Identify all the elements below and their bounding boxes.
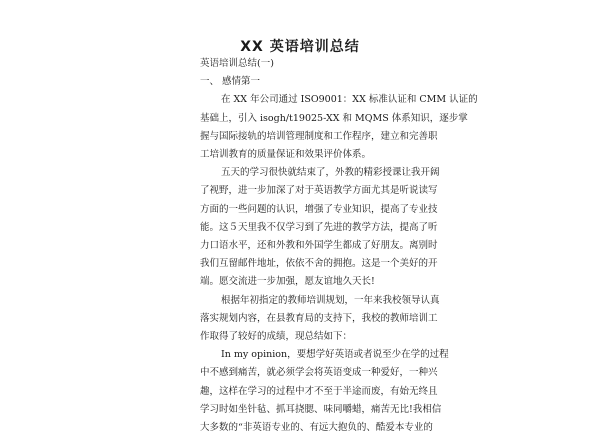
paragraph-line: 力口语水平，还和外教和外国学生都成了好朋友。离别时 <box>200 240 438 252</box>
document-body <box>200 55 478 437</box>
paragraph-line: 根据年初指定的教师培训规划，一年来我校领导认真 <box>221 294 440 306</box>
paragraph-line: 大多数的“非英语专业的、有远大抱负的、酷爱本专业的 <box>200 422 433 434</box>
paragraph-line: 趣，这样在学习的过程中才不至于半途而废，有始无终且 <box>200 385 438 397</box>
paragraph <box>200 91 478 164</box>
paragraph <box>200 292 440 347</box>
paragraph-line: 学习时如坐针毡、抓耳挠腮、味同嚼蜡，痛苦无比!我相信 <box>200 403 442 415</box>
paragraph-line: 作取得了较好的成绩，现总结如下： <box>200 331 353 343</box>
paragraph <box>200 164 440 291</box>
paragraph-line: 工培训教育的质量保证和效果评价体系。 <box>200 149 372 161</box>
paragraph-line: 我们互留邮件地址，依依不舍的拥抱。这是一个美好的开 <box>200 258 438 270</box>
paragraph <box>200 346 449 437</box>
paragraph-line: 基础上，引入 isogh/t19025-XX 和 MQMS 体系知识，逐步掌 <box>200 112 468 124</box>
subtitle: 英语培训总结(一) <box>200 58 274 69</box>
paragraph-line: 能。这５天里我不仅学习到了先进的教学方法，提高了听 <box>200 221 438 233</box>
document-title: XX 英语培训总结 <box>240 39 360 55</box>
paragraph-line: 中不感到痛苦，就必须学会将英语变成一种爱好，一种兴 <box>200 367 438 379</box>
paragraph-line: 端。愿交流进一步加强，愿友谊地久天长! <box>200 276 375 288</box>
paragraph-line: In my opinion，要想学好英语或者说至少在学的过程 <box>221 349 449 361</box>
paragraph-line: 落实规划内容，在县教育局的支持下，我校的教师培训工 <box>200 312 438 324</box>
paragraph-line: 握与国际接轨的培训管理制度和工作程序，建立和完善职 <box>200 130 438 142</box>
paragraph-line: 五天的学习很快就结束了，外教的精彩授课让我开阔 <box>221 167 440 179</box>
paragraph-line: 方面的一些问题的认识，增强了专业知识，提高了专业技 <box>200 203 438 215</box>
paragraph-line: 了视野，进一步加深了对于英语教学方面尤其是听说读写 <box>200 185 438 197</box>
section-heading: 一、 感情第一 <box>200 76 261 88</box>
paragraph-line: 在 XX 年公司通过 ISO9001：XX 标准认证和 CMM 认证的 <box>221 94 478 106</box>
